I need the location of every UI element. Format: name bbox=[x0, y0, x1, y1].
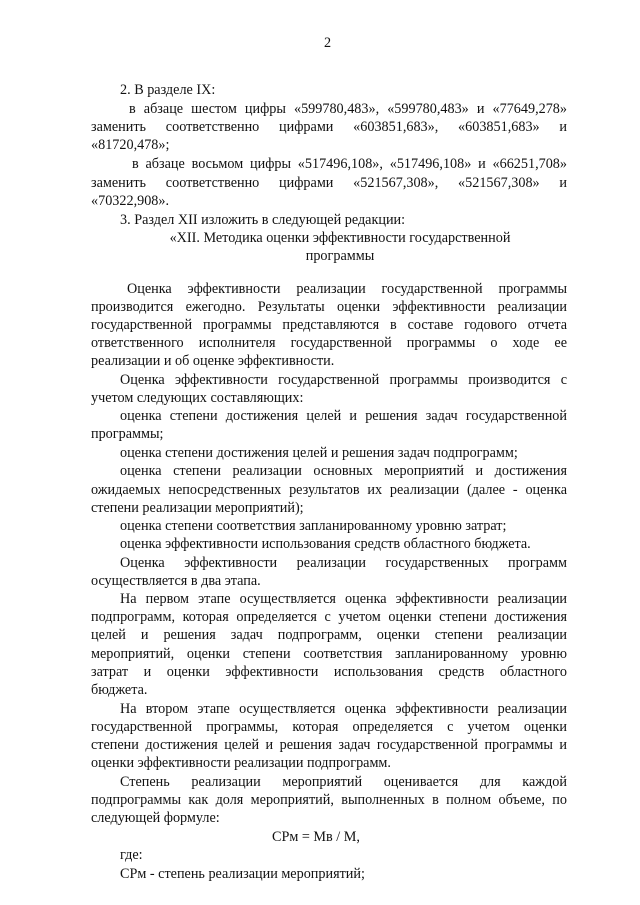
where-label: где: bbox=[120, 847, 143, 863]
paragraph-line: в абзаце шестом цифры «599780,483», «599780,483» и «77649,278» bbox=[129, 101, 567, 117]
section-ix-heading: 2. В разделе IX: bbox=[120, 82, 216, 98]
body-line: оценка эффективности использования средств областного бюджета. bbox=[120, 536, 531, 552]
body-line: оценка степени реализации основных мероприятий и достижения bbox=[120, 463, 567, 479]
body-line: оценка степени соответствия запланированному уровню затрат; bbox=[120, 518, 507, 534]
body-line: мероприятий, оценки степени соответствия запланированному уровню bbox=[91, 646, 567, 662]
body-line: подпрограммы как доля мероприятий, выполненных в полном объеме, по bbox=[91, 792, 567, 808]
definition: СРм - степень реализации мероприятий; bbox=[120, 866, 365, 882]
paragraph-line: заменить соответственно цифрами «603851,683», «603851,683» и bbox=[91, 119, 567, 135]
paragraph-line: «81720,478»; bbox=[91, 137, 170, 153]
body-line: бюджета. bbox=[91, 682, 148, 698]
body-line: степени реализации мероприятий); bbox=[91, 500, 304, 516]
body-line: государственной программы представляются в составе годового отчета bbox=[91, 317, 567, 333]
section-xii-instruction: 3. Раздел XII изложить в следующей редакции: bbox=[120, 212, 406, 228]
body-line: Степень реализации мероприятий оценивается для каждой bbox=[120, 774, 567, 790]
body-line: оценка степени достижения целей и решения задач подпрограмм; bbox=[120, 445, 518, 461]
body-line: учетом следующих составляющих: bbox=[91, 390, 304, 406]
body-line: степени достижения целей и решения задач государственной программы и bbox=[91, 737, 567, 753]
paragraph-line: в абзаце восьмом цифры «517496,108», «517496,108» и «66251,708» bbox=[132, 156, 567, 172]
body-line: Оценка эффективности реализации государственной программы bbox=[127, 281, 567, 297]
body-line: осуществляется в два этапа. bbox=[91, 573, 261, 589]
body-line: целей и решения задач подпрограмм, оценки степени реализации bbox=[91, 627, 567, 643]
body-line: оценка степени достижения целей и решения задач государственной bbox=[120, 408, 567, 424]
formula: СРм = Мв / М, bbox=[272, 829, 360, 845]
body-line: На первом этапе осуществляется оценка эффективности реализации bbox=[120, 591, 567, 607]
body-line: государственной программы, которая определяется с учетом оценки bbox=[91, 719, 567, 735]
page-number: 2 bbox=[324, 35, 332, 51]
body-line: ответственного исполнителя государственной программы о ходе ее bbox=[91, 335, 567, 351]
body-line: программы; bbox=[91, 426, 164, 442]
paragraph-line: «70322,908». bbox=[91, 193, 170, 209]
paragraph-line: заменить соответственно цифрами «521567,308», «521567,308» и bbox=[91, 175, 567, 191]
body-line: затрат и оценки эффективности использования средств областного bbox=[91, 664, 567, 680]
body-line: Оценка эффективности реализации государственных программ bbox=[120, 555, 567, 571]
body-line: ожидаемых непосредственных результатов их реализации (далее - оценка bbox=[91, 482, 567, 498]
body-line: реализации и об оценке эффективности. bbox=[91, 353, 335, 369]
body-line: производится ежегодно. Результаты оценки эффективности реализации bbox=[91, 299, 567, 315]
body-line: подпрограмм, которая определяется с учетом оценки степени достижения bbox=[91, 609, 567, 625]
body-line: На втором этапе осуществляется оценка эффективности реализации bbox=[120, 701, 567, 717]
body-line: следующей формуле: bbox=[91, 810, 220, 826]
body-line: Оценка эффективности государственной программы производится с bbox=[120, 372, 567, 388]
section-title: «XII. Методика оценки эффективности государственной bbox=[169, 230, 511, 246]
body-line: оценки эффективности реализации подпрограмм. bbox=[91, 755, 391, 771]
section-title: программы bbox=[305, 248, 375, 264]
